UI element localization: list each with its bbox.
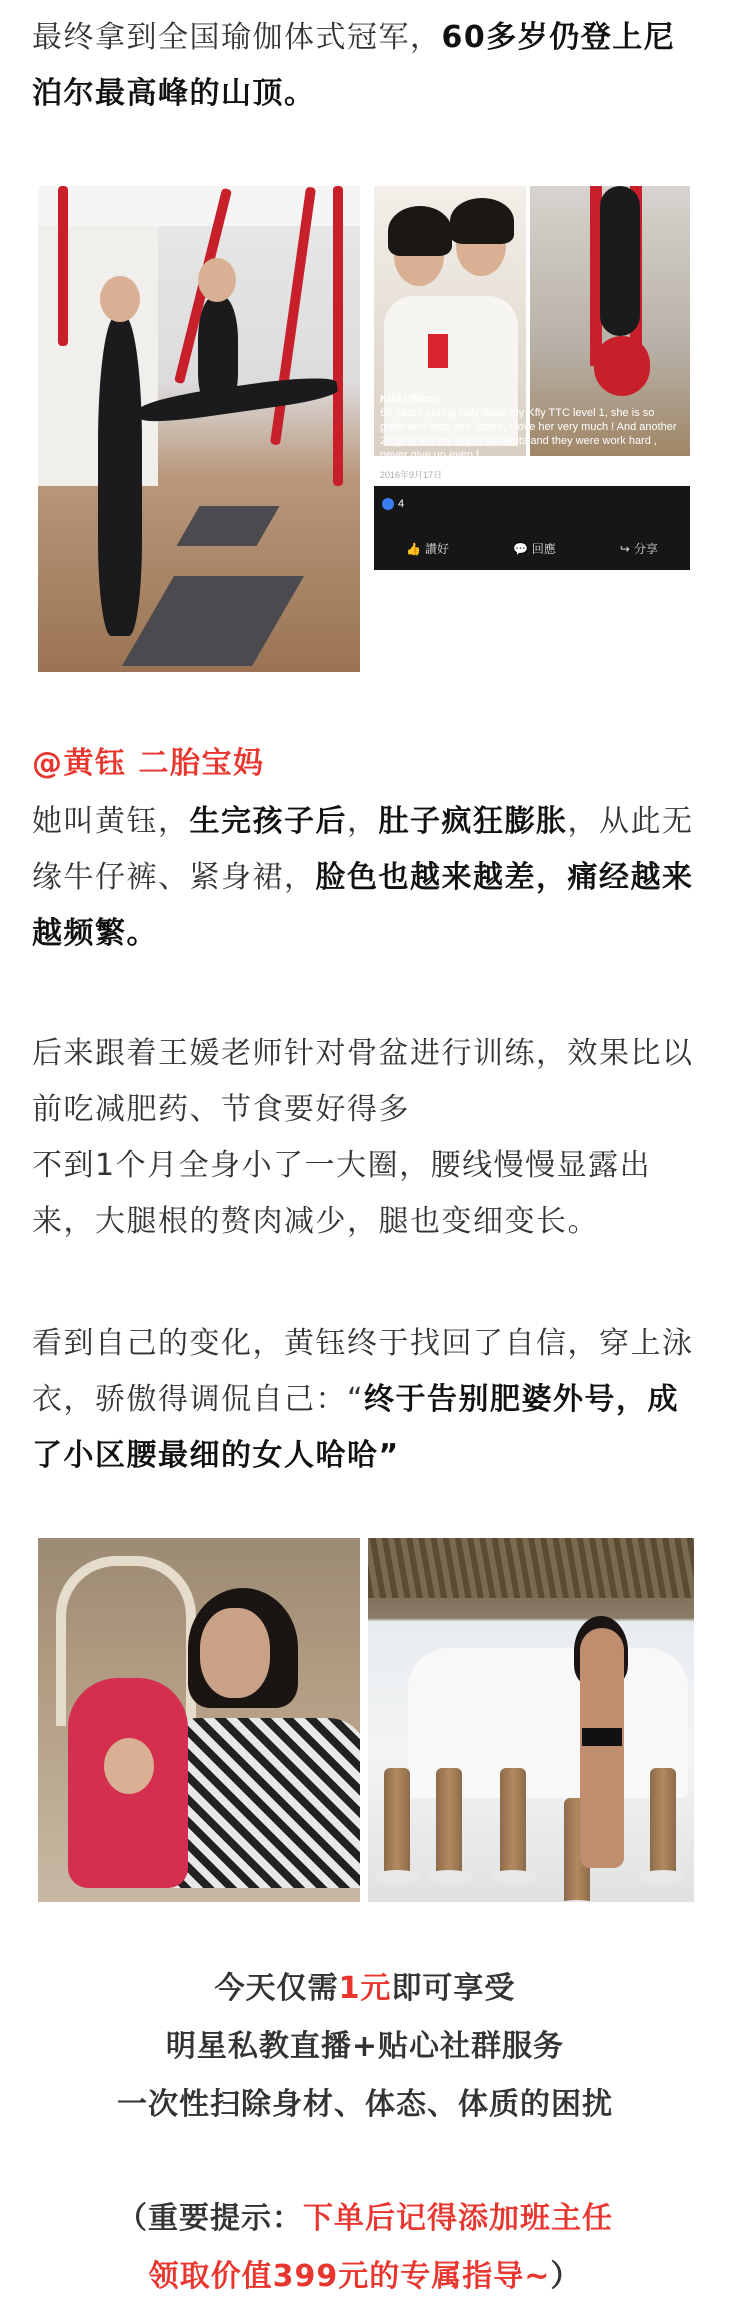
like-icon: 👍 <box>405 541 421 556</box>
swimsuit-photo <box>368 1538 694 1902</box>
story-handle: @黄钰 二胎宝妈 <box>32 746 265 781</box>
post-date: 2016年9月17日 <box>380 470 443 480</box>
post-actions <box>374 540 690 557</box>
share-icon: ↪ <box>619 541 630 556</box>
p2-line-1: 后来跟着王媛老师针对骨盆进行训练，效果比以前吃减肥药、节食要好得多 <box>32 1036 694 1127</box>
intro-bold: 60多岁仍登上尼 <box>441 20 676 55</box>
story-paragraph-1: 她叫黄钰，生完孩子后，肚子疯狂膨胀，从此无缘牛仔裤、紧身裙，脸色也越来越差，痛经越来越频繁。 <box>32 804 694 951</box>
promo-note: （重要提示：下单后记得添加班主任 领取价值399元的专属指导~） <box>117 2201 613 2294</box>
intro-text: 最终拿到全国瑜伽体式冠军， <box>32 20 442 55</box>
story-paragraph-2 <box>32 1026 698 1250</box>
post-text: 62 years strong lady done my Kfly TTC level 1, she is so great and nice and active, I love her very much ! And another 24 girls are my super students and they were work hard , never give up even t... <box>380 407 677 461</box>
story-paragraph-3: 看到自己的变化，黄钰终于找回了自信，穿上泳衣，骄傲得调侃自己：“终于告别肥婆外号，成了小区腰最细的女人哈哈” <box>32 1326 694 1473</box>
p2-line-2: 不到1个月全身小了一大圈，腰线慢慢显露出来，大腿根的赘肉减少，腿也变细变长。 <box>32 1148 652 1239</box>
intro-paragraph <box>32 10 698 122</box>
comment-icon: 💬 <box>512 541 528 556</box>
post-author: Kinki Wong <box>380 393 441 405</box>
aerial-yoga-photo <box>38 186 360 672</box>
like-button[interactable]: 👍 讚好 <box>405 541 449 556</box>
facebook-post-screenshot <box>370 186 694 672</box>
post-caption <box>380 392 680 462</box>
like-count: 4 <box>382 498 404 510</box>
red-envelope-icon <box>428 334 448 368</box>
promo-line-1: 今天仅需1元即可享受 <box>214 1971 516 2006</box>
promo-line-3: 一次性扫除身材、体态、体质的困扰 <box>117 2087 613 2122</box>
promo-price: 1元 <box>338 1971 392 2006</box>
promo-line-2: 明星私教直播+贴心社群服务 <box>165 2029 565 2064</box>
comment-button[interactable]: 💬 回應 <box>512 541 556 556</box>
intro-bold-2: 泊尔最高峰的山顶。 <box>32 76 316 111</box>
mother-baby-photo <box>38 1538 360 1902</box>
share-button[interactable]: ↪ 分享 <box>619 541 658 556</box>
thumbs-up-icon <box>382 498 394 510</box>
